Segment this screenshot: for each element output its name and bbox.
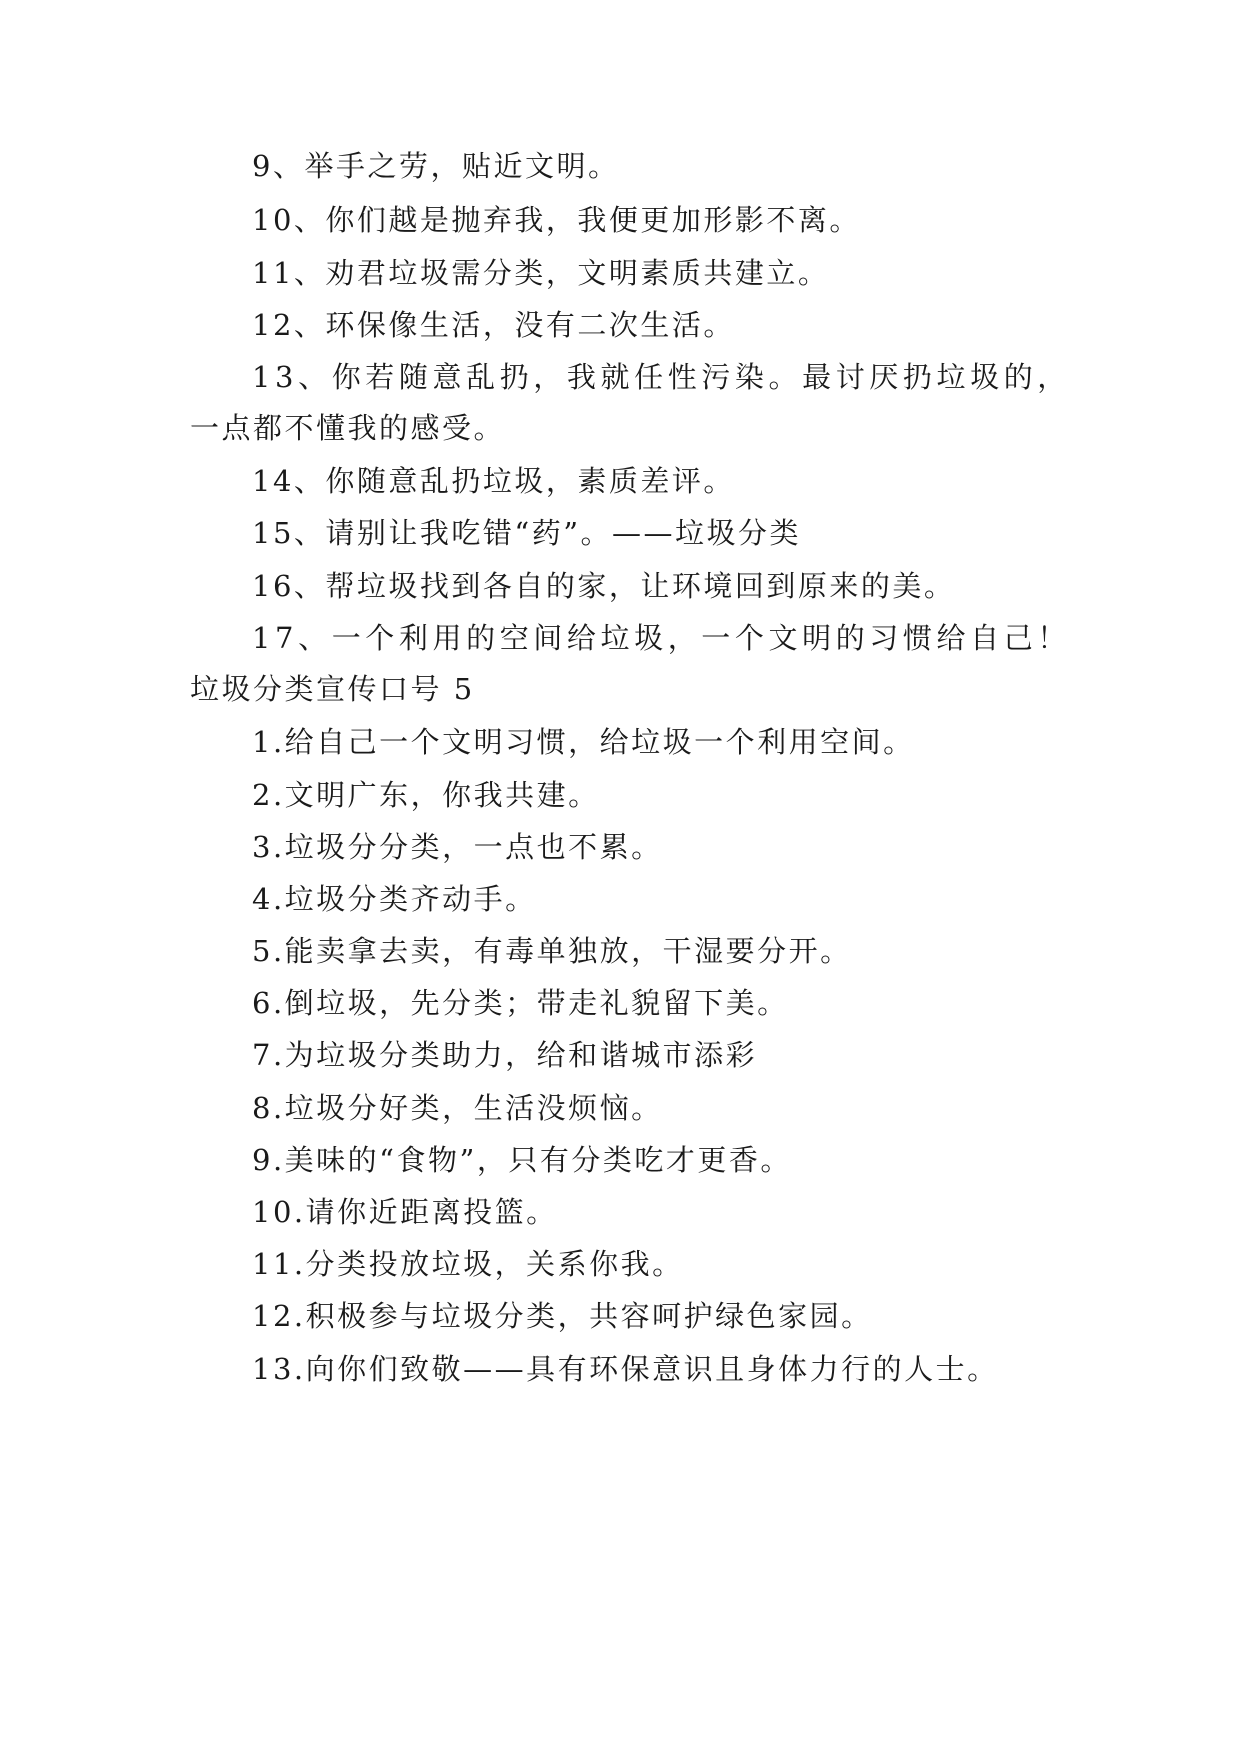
slogan-item-8: 8.垃圾分好类，生活没烦恼。 [252, 1091, 663, 1125]
slogan-item-11: 11.分类投放垃圾，关系你我。 [252, 1247, 684, 1281]
slogan-item-10: 10.请你近距离投篮。 [252, 1195, 558, 1229]
slogan-item-5: 5.能卖拿去卖，有毒单独放，干湿要分开。 [252, 934, 852, 968]
slogan-line-9: 9、举手之劳，贴近文明。 [252, 149, 620, 183]
slogan-line-12: 12、环保像生活，没有二次生活。 [252, 308, 735, 342]
slogan-line-10: 10、你们越是抛弃我，我便更加形影不离。 [252, 203, 861, 237]
slogan-item-1: 1.给自己一个文明习惯，给垃圾一个利用空间。 [252, 725, 915, 759]
slogan-item-6: 6.倒垃圾，先分类；带走礼貌留下美。 [252, 986, 789, 1020]
slogan-line-14: 14、你随意乱扔垃圾，素质差评。 [252, 464, 735, 498]
slogan-item-13: 13.向你们致敬——具有环保意识且身体力行的人士。 [252, 1352, 999, 1386]
section-heading: 垃圾分类宣传口号 5 [190, 672, 475, 706]
slogan-line-13-continued: 一点都不懂我的感受。 [190, 411, 506, 445]
slogan-line-17: 17、一个利用的空间给垃圾，一个文明的习惯给自己！ [252, 621, 1071, 655]
slogan-line-11: 11、劝君垃圾需分类，文明素质共建立。 [252, 256, 830, 290]
slogan-item-4: 4.垃圾分类齐动手。 [252, 882, 537, 916]
slogan-item-2: 2.文明广东，你我共建。 [252, 778, 600, 812]
slogan-line-15: 15、请别让我吃错“药”。——垃圾分类 [252, 516, 802, 550]
slogan-item-3: 3.垃圾分分类，一点也不累。 [252, 830, 663, 864]
slogan-line-16: 16、帮垃圾找到各自的家，让环境回到原来的美。 [252, 569, 956, 603]
slogan-line-13: 13、你若随意乱扔，我就任性污染。最讨厌扔垃圾的， [252, 360, 1071, 394]
slogan-item-7: 7.为垃圾分类助力，给和谐城市添彩 [252, 1038, 758, 1072]
slogan-item-9: 9.美味的“食物”，只有分类吃才更香。 [252, 1143, 792, 1177]
slogan-item-12: 12.积极参与垃圾分类，共容呵护绿色家园。 [252, 1299, 873, 1333]
